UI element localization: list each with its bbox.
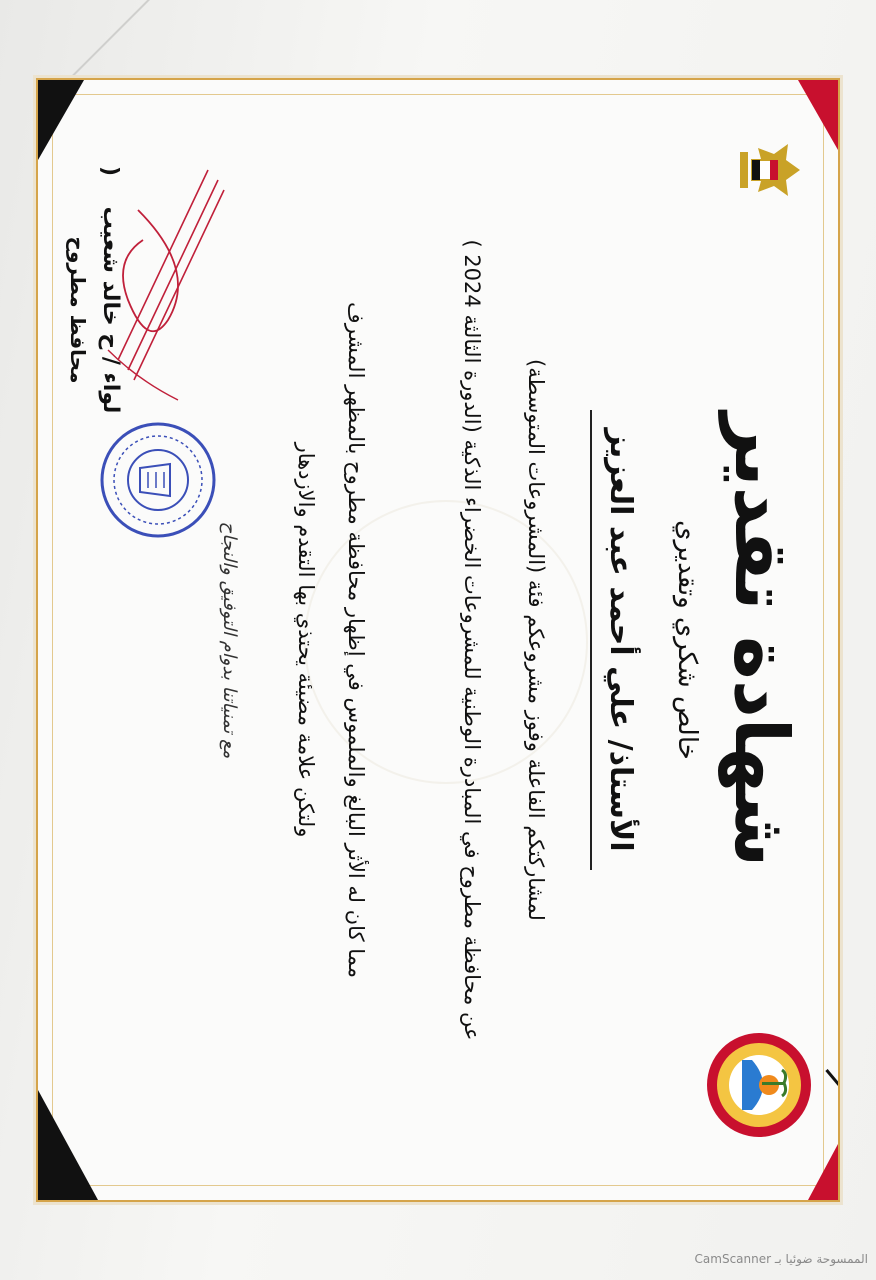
signature-bracket: )	[97, 166, 122, 177]
official-seal-icon	[98, 420, 218, 540]
corner-black-bottom-right	[38, 1090, 98, 1200]
certificate-title: شهادة تقدير	[718, 412, 804, 868]
certificate	[36, 78, 840, 1202]
corner-black-bottom-left	[38, 80, 84, 160]
camscanner-watermark: الممسوحة ضوئيا بـ CamScanner	[694, 1252, 868, 1266]
recipient-name: الأستاذ/ علي أحمد عبد العزيز	[603, 428, 638, 852]
body-line: مما كان له الأثر البالغ والملموس في إظهار محافظة مطروح بالمظهر المشرف	[344, 301, 368, 979]
body-line: ولتكن علامة مضيئة يحتذي بها التقدم والازدهار	[294, 442, 318, 838]
signatory-name	[98, 190, 123, 430]
body-line: لمشاركتكم الفاعلة وفوز مشروعكم فئة (المشروعات المتوسطة)	[524, 359, 548, 921]
body-line: عن محافظة مطروح في المبادرة الوطنية للمشروعات الخضراء الذكية (الدورة الثالثة 2024 )	[460, 239, 484, 1041]
signatory-title: محافظ مطروح	[66, 236, 90, 384]
closing-text: مع تمنياتنا بدوام التوفيق والنجاح	[219, 521, 240, 759]
certificate-subtitle: خالص شكري وتقديري	[672, 520, 702, 760]
recipient-underline	[590, 410, 592, 870]
corner-red-top-right	[808, 1144, 838, 1200]
signatory-full-name: خالد شعيب	[98, 206, 123, 326]
signatory-prefix: لواء / ح	[98, 333, 123, 414]
corner-diagonal-line	[825, 1069, 840, 1155]
